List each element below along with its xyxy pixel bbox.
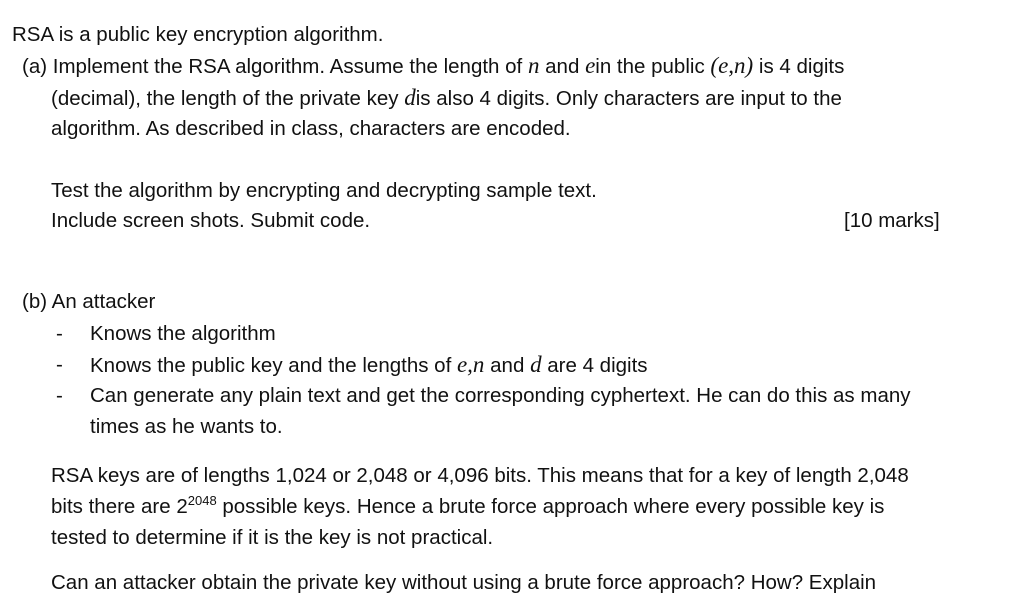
var-e: e — [585, 53, 596, 78]
part-a-line-2: (decimal), the length of the private key dis also 4 digits. Only characters are input to the — [51, 85, 842, 110]
var-n: n — [527, 53, 540, 78]
var-d: d — [404, 85, 416, 110]
bullet-dash-icon: - — [56, 353, 63, 376]
bullet-dash-icon: - — [56, 322, 63, 345]
paragraph-1-line-2: bits there are $2^{2048}$ possible keys. Hence a brute force approach where every possible key is — [51, 493, 885, 518]
part-a-label: (a) — [22, 55, 48, 78]
bullet-dash-icon: - — [56, 384, 63, 407]
var-e-n: e,n — [456, 352, 485, 377]
part-b-heading: (b) An attacker — [22, 290, 156, 313]
marks-label: [10 marks] — [844, 209, 940, 232]
exponent: 2048 — [187, 493, 217, 508]
part-b-label: (b) — [22, 290, 48, 313]
bullet-3: Can generate any plain text and get the corresponding cyphertext. He can do this as many — [90, 384, 911, 407]
public-key-pair: (e,n) — [710, 53, 754, 78]
bullet-3-continued: times as he wants to. — [90, 415, 283, 438]
question-line: Can an attacker obtain the private key without using a brute force approach? How? Explain — [51, 571, 877, 594]
intro-text: RSA is a public key encryption algorithm. — [12, 23, 384, 46]
part-a-test-line: Test the algorithm by encrypting and decrypting sample text. — [51, 179, 597, 202]
var-d: d — [530, 352, 542, 377]
paragraph-1-line-1: RSA keys are of lengths 1,024 or 2,048 or 4,096 bits. This means that for a key of length 2,048 — [51, 464, 909, 487]
bullet-2: Knows the public key and the lengths of e,n and d are 4 digits — [90, 352, 648, 377]
part-a-include-line: Include screen shots. Submit code. — [51, 209, 371, 232]
part-a-line-1: (a) Implement the RSA algorithm. Assume the length of n and ein the public (e,n) is 4 digits — [22, 53, 845, 78]
part-a-line-3: algorithm. As described in class, characters are encoded. — [51, 117, 571, 140]
paragraph-1-line-3: tested to determine if it is the key is not practical. — [51, 526, 494, 549]
bullet-1: Knows the algorithm — [90, 322, 276, 345]
